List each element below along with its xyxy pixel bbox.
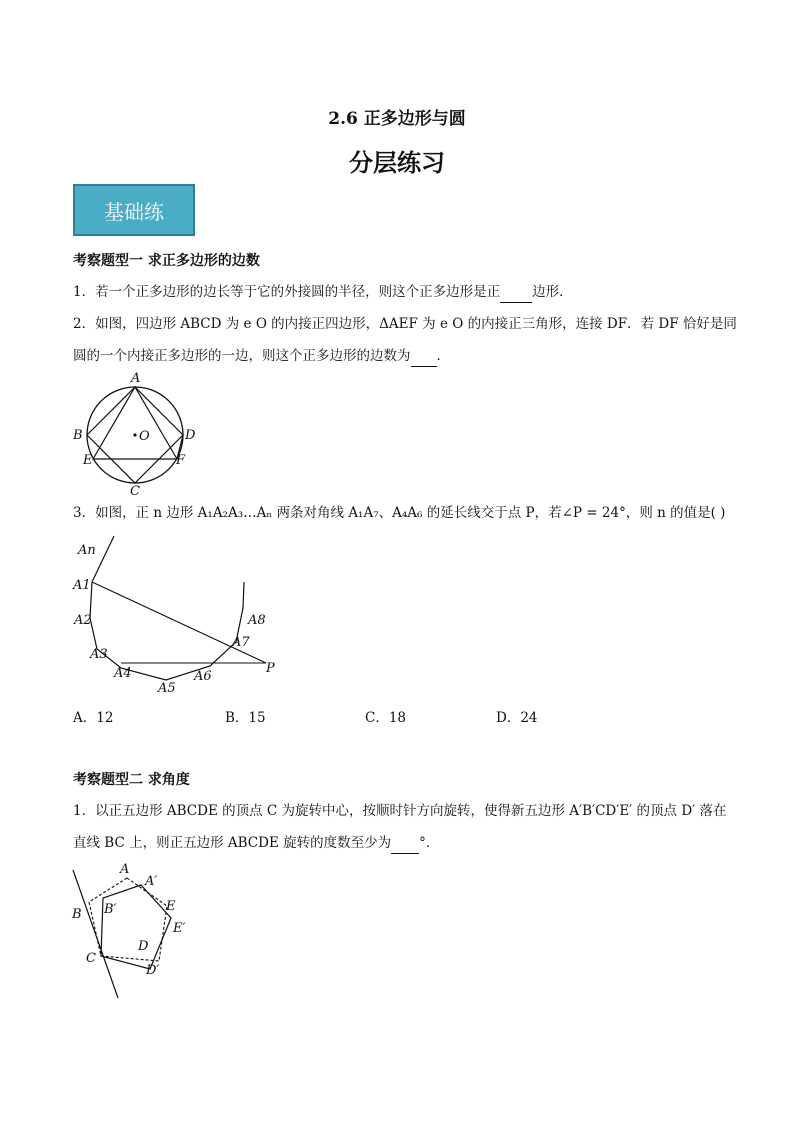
label-b: B — [73, 428, 83, 443]
polygon-sides — [90, 536, 244, 680]
figure-rotated-pentagon — [62, 858, 212, 1006]
label-a-prime: A′ — [145, 874, 158, 889]
question-text: 边形． — [532, 284, 573, 300]
figure-circle-square-triangle — [68, 368, 208, 498]
label-a3: A3 — [90, 647, 108, 662]
question-text: 1．若一个正多边形的边长等于它的外接圆的半径，则这个正多边形是正 — [73, 284, 501, 300]
question-1-1 — [73, 282, 573, 303]
label-b: B — [72, 907, 82, 922]
answer-blank[interactable] — [411, 346, 437, 367]
section1-heading: 考察题型一 求正多边形的边数 — [73, 253, 260, 269]
answer-blank[interactable] — [391, 833, 419, 854]
label-p: P — [266, 661, 275, 676]
label-f: F — [176, 453, 186, 468]
question-text: 直线 BC 上，则正五边形 ABCDE 旋转的度数至少为 — [73, 835, 392, 851]
section2-heading: 考察题型二 求角度 — [73, 772, 190, 788]
option-c[interactable]: C．18 — [365, 710, 407, 726]
question-text: ． — [436, 348, 450, 364]
label-a: A — [131, 371, 141, 386]
label-an: An — [78, 543, 96, 558]
question-1-3: 3．如图，正 n 边形 A₁A₂A₃…Aₙ 两条对角线 A₁A₇、A₄A₆ 的延长线交于点 P，若∠P = 24°，则 n 的值是( ) — [73, 505, 726, 521]
answer-blank[interactable] — [500, 282, 532, 303]
label-d: D — [185, 428, 196, 443]
label-a6: A6 — [194, 669, 212, 684]
line-bc — [73, 870, 118, 998]
label-a5: A5 — [158, 681, 176, 696]
figure-polygon-diagonals — [70, 532, 290, 700]
question-1-2-line2 — [73, 346, 450, 367]
label-b-prime: B′ — [104, 902, 117, 917]
label-a7: A7 — [232, 635, 250, 650]
label-c: C — [130, 484, 140, 498]
label-o: O — [139, 429, 150, 444]
question-text: 圆的一个内接正多边形的一边，则这个正多边形的边数为 — [73, 348, 411, 364]
label-a4: A4 — [114, 666, 132, 681]
page-subtitle: 分层练习 — [349, 148, 445, 177]
label-e-prime: E′ — [173, 921, 186, 936]
option-a[interactable]: A．12 — [73, 710, 114, 726]
label-d-prime: D′ — [146, 963, 160, 978]
level-badge: 基础练 — [73, 184, 195, 236]
label-e: E — [83, 453, 93, 468]
page-title: 2.6 正多边形与圆 — [328, 109, 466, 129]
label-a8: A8 — [248, 613, 266, 628]
label-e: E — [166, 899, 176, 914]
label-d: D — [138, 939, 149, 954]
label-c: C — [86, 951, 96, 966]
question-text: °． — [419, 835, 440, 851]
question-2-1-line1: 1．以正五边形 ABCDE 的顶点 C 为旋转中心，按顺时针方向旋转，使得新五边形 A′B′CD′E′ 的顶点 D′ 落在 — [73, 803, 727, 819]
question-1-2-line1: 2．如图，四边形 ABCD 为 e O 的内接正四边形，ΔAEF 为 e O 的内接正三角形，连接 DF．若 DF 恰好是同 — [73, 316, 737, 332]
label-a2: A2 — [74, 613, 92, 628]
center-dot — [133, 433, 136, 436]
question-2-1-line2 — [73, 833, 439, 854]
option-b[interactable]: B．15 — [225, 710, 266, 726]
label-a: A — [120, 862, 130, 877]
option-d[interactable]: D．24 — [496, 710, 538, 726]
label-a1: A1 — [73, 578, 91, 593]
